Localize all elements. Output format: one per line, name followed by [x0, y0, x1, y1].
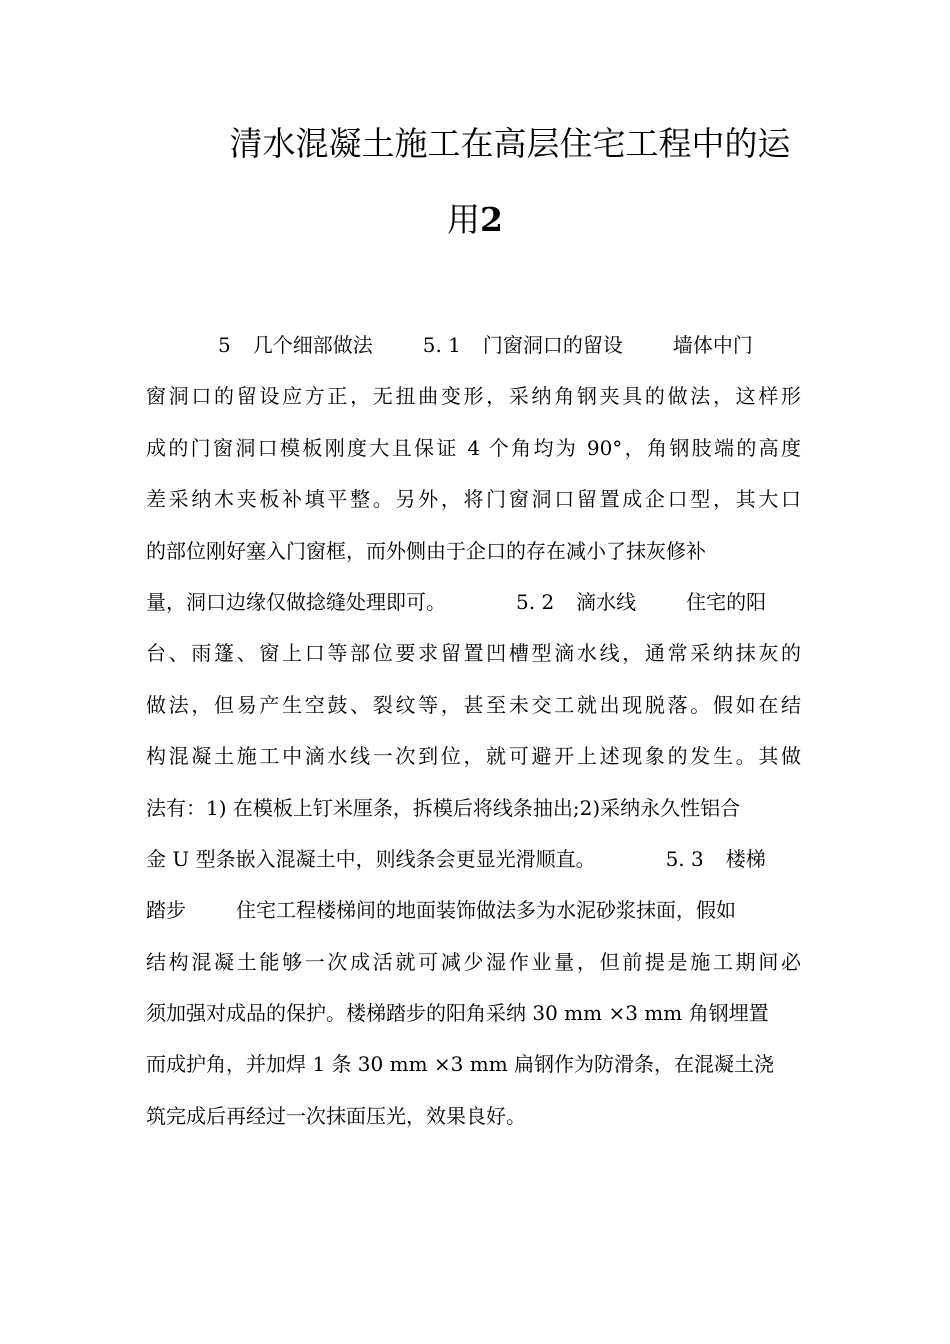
body-line: 法有：1) 在模板上钉米厘条，拆模后将线条抽出;2)采纳永久性铝合 [146, 795, 741, 820]
subsection-heading: 滴水线 [576, 589, 637, 614]
text-run: 墙体中门 [672, 333, 753, 357]
subsection-number: 5. 3 [665, 846, 704, 871]
body-paragraph [146, 320, 801, 1142]
body-line [146, 885, 801, 936]
title-text: 用 [447, 200, 481, 239]
text-run: 住宅工程楼梯间的地面装饰做法多为水泥砂浆抹面，假如 [236, 898, 736, 923]
document-title-line-1: 清水混凝土施工在高层住宅工程中的运 [229, 124, 791, 163]
body-line: 成的门窗洞口模板刚度大且保证 4 个角均为 90°，角钢肢端的高度 [146, 435, 801, 460]
body-line [146, 320, 801, 371]
body-line: 的部位刚好塞入门窗框，而外侧由于企口的存在减小了抹灰修补 [146, 538, 706, 563]
body-line: 而成护角，并加焊 1 条 30 mm ×3 mm 扁钢作为防滑条，在混凝土浇 [146, 1052, 775, 1077]
body-line: 须加强对成品的保护。楼梯踏步的阳角采纳 30 mm ×3 mm 角钢埋置 [146, 1001, 769, 1026]
body-line [146, 834, 801, 885]
text-run: 金 U 型条嵌入混凝土中，则线条会更显光滑顺直。 [146, 846, 596, 871]
text-run: 住宅的阳 [686, 589, 767, 614]
text-run: 量，洞口边缘仅做捻缝处理即可。 [146, 589, 446, 614]
title-number: 2 [480, 200, 503, 239]
section-number: 5 [218, 333, 231, 357]
body-line: 窗洞口的留设应方正，无扭曲变形，采纳角钢夹具的做法，这样形 [146, 384, 801, 409]
subsection-heading: 楼梯 [725, 846, 766, 871]
subsection-heading: 踏步 [146, 898, 186, 923]
body-line: 构混凝土施工中滴水线一次到位，就可避开上述现象的发生。其做 [146, 744, 801, 769]
subsection-number: 5. 2 [516, 589, 555, 614]
document-title-line-2 [145, 200, 805, 240]
body-line: 台、雨篷、窗上口等部位要求留置凹槽型滴水线，通常采纳抹灰的 [146, 641, 801, 666]
subsection-number: 5. 1 [422, 333, 461, 357]
section-heading: 几个细部做法 [252, 333, 373, 357]
body-line: 筑完成后再经过一次抹面压光，效果良好。 [146, 1103, 526, 1128]
body-line [146, 577, 801, 628]
body-line: 做法，但易产生空鼓、裂纹等，甚至未交工就出现脱落。假如在结 [146, 692, 801, 717]
subsection-heading: 门窗洞口的留设 [482, 333, 623, 357]
body-line: 差采纳木夹板补填平整。另外，将门窗洞口留置成企口型，其大口 [146, 487, 801, 512]
body-line: 结构混凝土能够一次成活就可减少湿作业量，但前提是施工期间必 [146, 949, 801, 974]
